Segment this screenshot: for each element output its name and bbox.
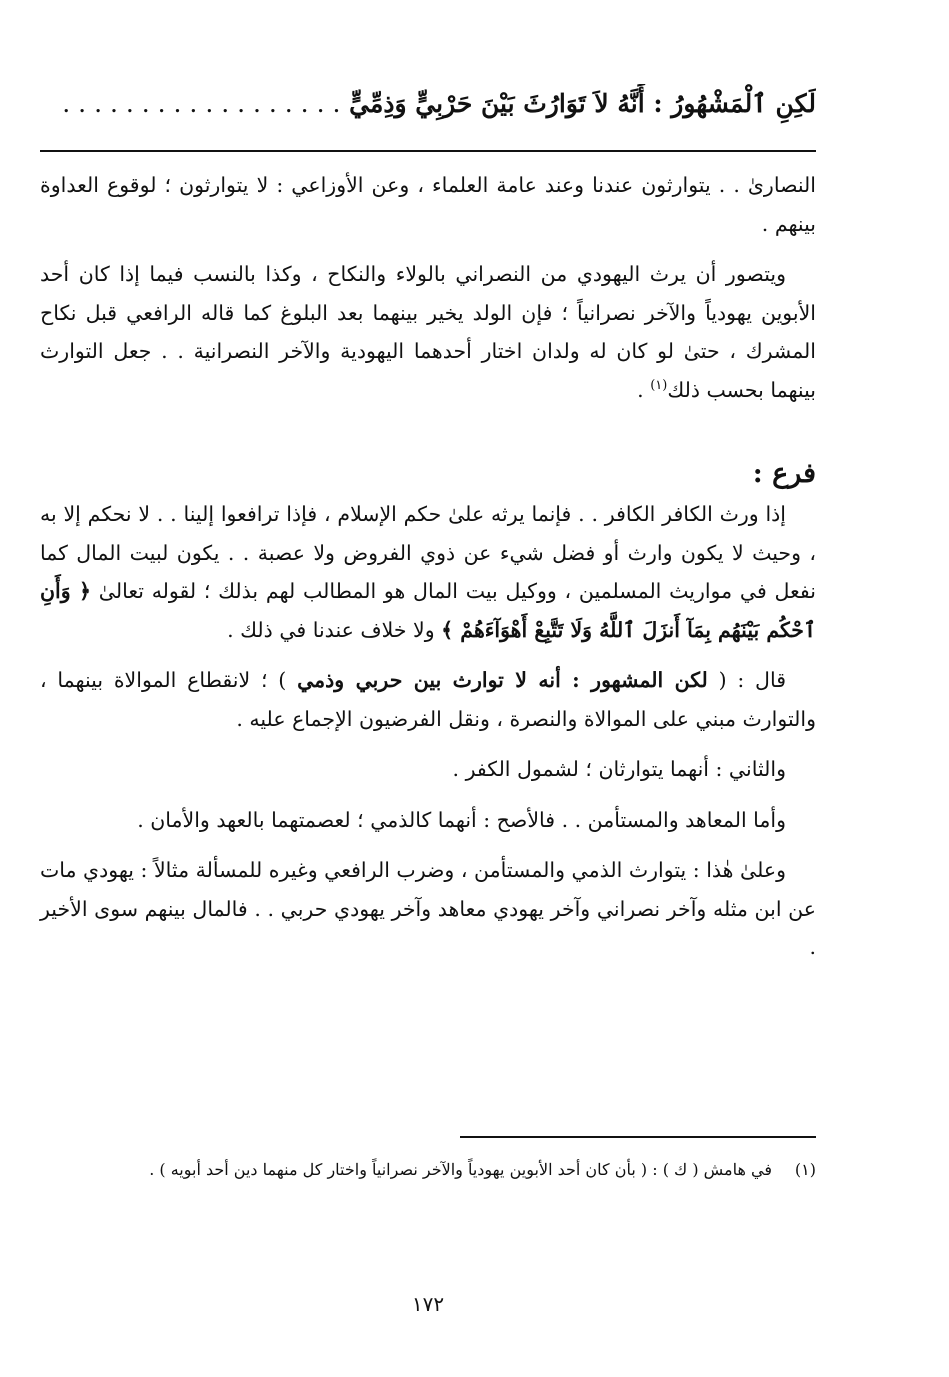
paragraph-4-text-a: قال : ( bbox=[707, 668, 786, 692]
book-page bbox=[40, 70, 816, 1350]
header-rule bbox=[40, 150, 816, 152]
paragraph-7: وعلىٰ هٰذا : يتوارث الذمي والمستأمن ، وضرب الرافعي وغيره للمسألة مثالاً : يهودي مات عن ابن مثله وآخر نصراني وآخر يهودي معاهد وآخر يهودي حربي . . فالمال بينهم سوى الأخير . bbox=[40, 858, 816, 959]
running-header-title: لَكِنِ ٱلْمَشْهُورُ : أَنَّهُ لاَ تَوَارُثَ بَيْنَ حَرْبِيٍّ وَذِمِّيٍّ bbox=[349, 89, 816, 118]
footnote bbox=[40, 1154, 816, 1186]
paragraph-4-text-b: ) ؛ لانقطاع الموالاة بينهما ، والتوارث مبني على الموالاة والنصرة ، ونقل الفرضيون الإجماع عليه . bbox=[40, 668, 816, 731]
matn-quote: لكن المشهور : أنه لا توارث بين حربي وذمي bbox=[297, 668, 708, 692]
running-header bbox=[40, 84, 816, 124]
page-number: ١٧٢ bbox=[411, 1292, 445, 1316]
paragraph-1: النصارىٰ . . يتوارثون عندنا وعند عامة العلماء ، وعن الأوزاعي : لا يتوارثون ؛ لوقوع العداوة بينهم . bbox=[40, 173, 816, 236]
quran-verse: ﴿ وَأَنِ ٱحْكُم بَيْنَهُم بِمَآ أَنزَلَ ٱللَّهُ وَلَا تَتَّبِعْ أَهْوَآءَهُمْ ﴾ bbox=[40, 579, 816, 642]
paragraph-5: والثاني : أنهما يتوارثان ؛ لشمول الكفر . bbox=[452, 757, 786, 781]
paragraph-3-text-a: إذا ورث الكافر الكافر . . فإنما يرثه علىٰ حكم الإسلام ، فإذا ترافعوا إلينا . . لا نحكم إلا به ، وحيث لا يكون وارث أو فضل شيء عن ذوي الفروض ولا عصبة . . يكون لبيت المال كما نفعل في مواريث المسلمين ، ووكيل بيت المال هو المطالب لهم بذلك ؛ لقوله تعالىٰ bbox=[40, 502, 816, 603]
paragraph-2-end: . bbox=[637, 377, 651, 402]
section-heading: فرع : bbox=[752, 458, 816, 489]
paragraph-3-text-b: ولا خلاف عندنا في ذلك . bbox=[227, 617, 442, 642]
paragraph-6: وأما المعاهد والمستأمن . . فالأصح : أنهما كالذمي ؛ لعصمتهما بالعهد والأمان . bbox=[137, 807, 786, 832]
paragraph-2-text: ويتصور أن يرث اليهودي من النصراني بالولاء والنكاح ، وكذا بالنسب فيما إذا كان أحد الأبوين يهودياً والآخر نصرانياً ؛ فإن الولد يخير بينهما بعد البلوغ كما قاله الرافعي قبل نكاح المشرك ، حتىٰ لو كان له ولدان اختار أحدهما اليهودية والآخر النصرانية . . جعل التوارث بينهما بحسب ذلك bbox=[40, 262, 816, 402]
footnote-reference: (١) bbox=[650, 377, 668, 393]
paragraph-2 bbox=[40, 255, 816, 409]
paragraph-3 bbox=[40, 495, 816, 649]
footnote-text: في هامش ( ك ) : ( بأن كان أحد الأبوين يهودياً والآخر نصرانياً واختار كل منهما دين أحد أبويه ) . bbox=[149, 1160, 772, 1179]
main-text bbox=[40, 166, 816, 979]
footnote-number: (١) bbox=[794, 1160, 816, 1179]
paragraph-4 bbox=[40, 661, 816, 738]
footnote-rule bbox=[460, 1136, 816, 1138]
running-header-dots: . . . . . . . . . . . . . . . . . . bbox=[62, 89, 341, 118]
